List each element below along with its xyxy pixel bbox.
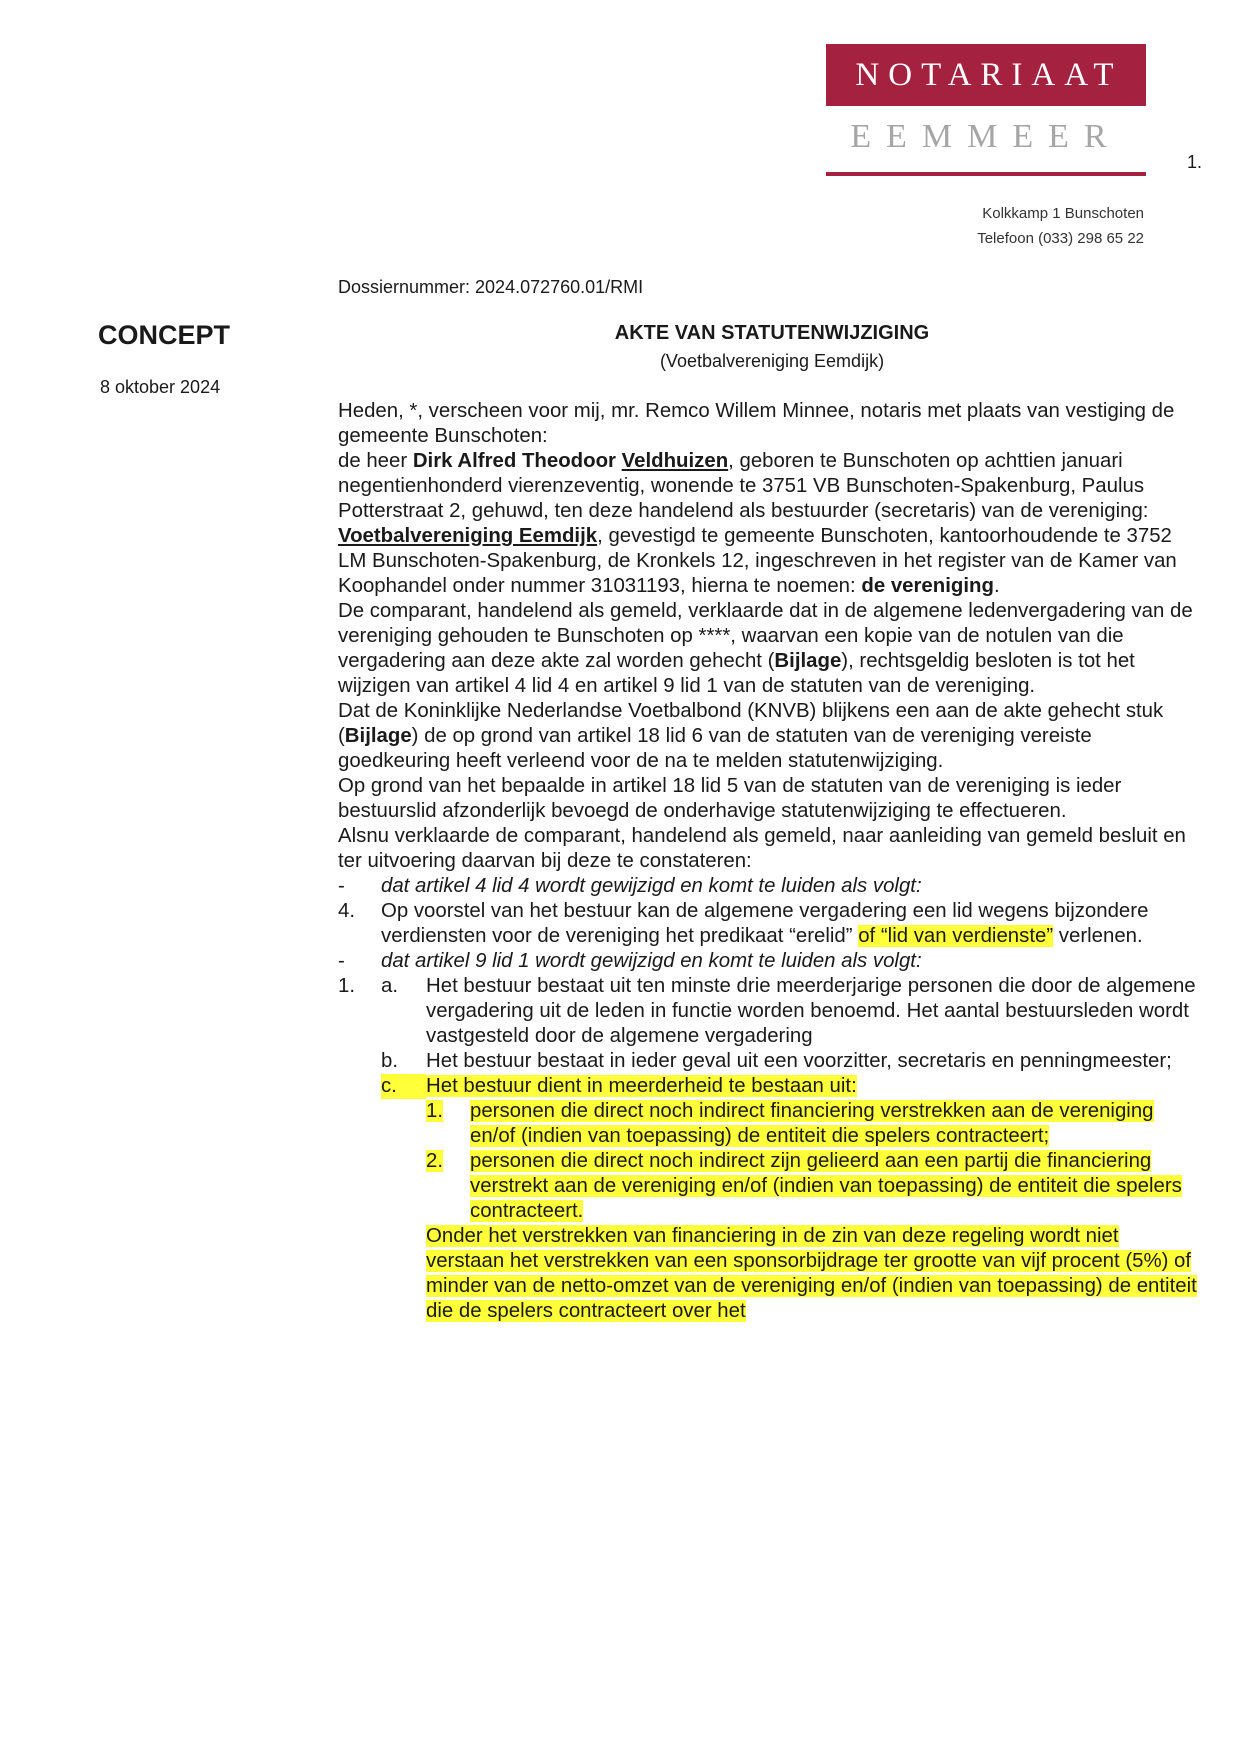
deed-subtitle: (Voetbalvereniging Eemdijk) xyxy=(659,351,885,371)
article-9-item-b: b. Het bestuur bestaat in ieder geval uit een voorzitter, secretaris en penningmeester; xyxy=(381,1050,1172,1072)
article-9-intro: - dat artikel 9 lid 1 wordt gewijzigd en komt te luiden als volgt: xyxy=(338,950,922,972)
paragraph-resolution: De comparant, handelend als gemeld, verklaarde dat in de algemene ledenvergadering van de vereniging gehouden te Bunschoten op ****, waarvan een kopie van de notulen van die vergadering aan deze akte zal worden gehecht (Bijlage), rechtsgeldig besloten is tot het wijzigen van artikel 4 lid 4 en artikel 9 lid 1 van de statuten van de vereniging. xyxy=(338,600,1193,697)
concept-label: CONCEPT xyxy=(98,320,231,350)
article-9-item-c: c. Het bestuur dient in meerderheid te bestaan uit: xyxy=(381,1075,857,1097)
club-name: Voetbalvereniging Eemdijk xyxy=(338,525,598,547)
dossier-number: Dossiernummer: 2024.072760.01/RMI xyxy=(338,277,644,297)
paragraph-authority: Op grond van het bepaalde in artikel 18 lid 5 van de statuten van de vereniging is ieder bestuurslid afzonderlijk bevoegd de onderhavige statutenwijziging te effectueren. xyxy=(338,775,1122,822)
party-name: Dirk Alfred Theodoor xyxy=(412,450,622,472)
office-phone: Telefoon (033) 298 65 22 xyxy=(977,230,1144,247)
highlight-lid-van-verdienste: of “lid van verdienste” xyxy=(858,925,1054,947)
deed-title: AKTE VAN STATUTENWIJZIGING xyxy=(614,322,930,344)
logo-underline xyxy=(826,172,1146,176)
article-4-intro: - dat artikel 4 lid 4 wordt gewijzigd en komt te luiden als volgt: xyxy=(338,875,922,897)
article-9-item-a: 1. a. Het bestuur bestaat uit ten minste drie meerderjarige personen die door de algemene vergadering uit de leden in functie worden benoemd. Het aantal bestuursleden wordt vastgesteld door de algemene vergadering xyxy=(338,975,1196,1047)
paragraph-appearance: Heden, *, verscheen voor mij, mr. Remco Willem Minnee, notaris met plaats van vestiging de gemeente Bunschoten: xyxy=(338,400,1175,447)
concept-date: 8 oktober 2024 xyxy=(100,377,221,397)
article-9-item-c2: 2. personen die direct noch indirect zijn gelieerd aan een partij die financiering verstrekt aan de vereniging en/of (indien van toepassing) de entiteit die spelers contracteert. xyxy=(426,1150,1182,1222)
party-surname: Veldhuizen xyxy=(621,450,729,472)
bijlage-ref: Bijlage xyxy=(344,725,412,747)
page-number: 1. xyxy=(1187,152,1203,172)
article-9-item-c1: 1. personen die direct noch indirect financiering verstrekken aan de vereniging en/of (indien van toepassing) de entiteit die spelers contracteert; xyxy=(426,1100,1154,1147)
definition-vereniging: de vereniging xyxy=(861,575,994,597)
paragraph-knvb: Dat de Koninklijke Nederlandse Voetbalbond (KNVB) blijkens een aan de akte gehecht stuk (Bijlage) de op grond van artikel 18 lid 6 van de statuten van de vereniging vereiste goedkeuring heeft verleend voor de na te melden statutenwijziging. xyxy=(338,700,1164,772)
notary-logo xyxy=(826,44,1146,106)
logo-text-eemmeer: EEMMEER xyxy=(850,118,1122,155)
bijlage-ref: Bijlage xyxy=(774,650,842,672)
article-9-closing: Onder het verstrekken van financiering in de zin van deze regeling wordt niet verstaan het verstrekken van een sponsorbijdrage ter grootte van vijf procent (5%) of minder van de netto-omzet van de vereniging en/of (indien van toepassing) de entiteit die de spelers contracteert over het xyxy=(426,1225,1197,1322)
article-4-text: 4. Op voorstel van het bestuur kan de algemene vergadering een lid wegens bijzondere verdiensten voor de vereniging het predikaat “erelid” of “lid van verdienste” verlenen. xyxy=(338,900,1149,947)
office-address: Kolkkamp 1 Bunschoten xyxy=(982,205,1144,222)
paragraph-party: de heer Dirk Alfred Theodoor Veldhuizen, geboren te Bunschoten op achttien januari negentienhonderd vierenzeventig, wonende te 3751 VB Bunschoten-Spakenburg, Paulus Potterstraat 2, gehuwd, ten deze handelend als bestuurder (secretaris) van de vereniging: Voetbalvereniging Eemdijk, gevestigd te gemeente Bunschoten, kantoorhoudende te 3752 LM Bunschoten-Spakenburg, de Kronkels 12, ingeschreven in het register van de Kamer van Koophandel onder nummer 31031193, hierna te noemen: de vereniging. xyxy=(338,450,1177,597)
paragraph-declaration: Alsnu verklaarde de comparant, handelend als gemeld, naar aanleiding van gemeld besluit en ter uitvoering daarvan bij deze te constateren: xyxy=(338,825,1186,872)
logo-text-notariaat: NOTARIAAT xyxy=(855,56,1123,93)
deed-body xyxy=(338,399,1200,1324)
